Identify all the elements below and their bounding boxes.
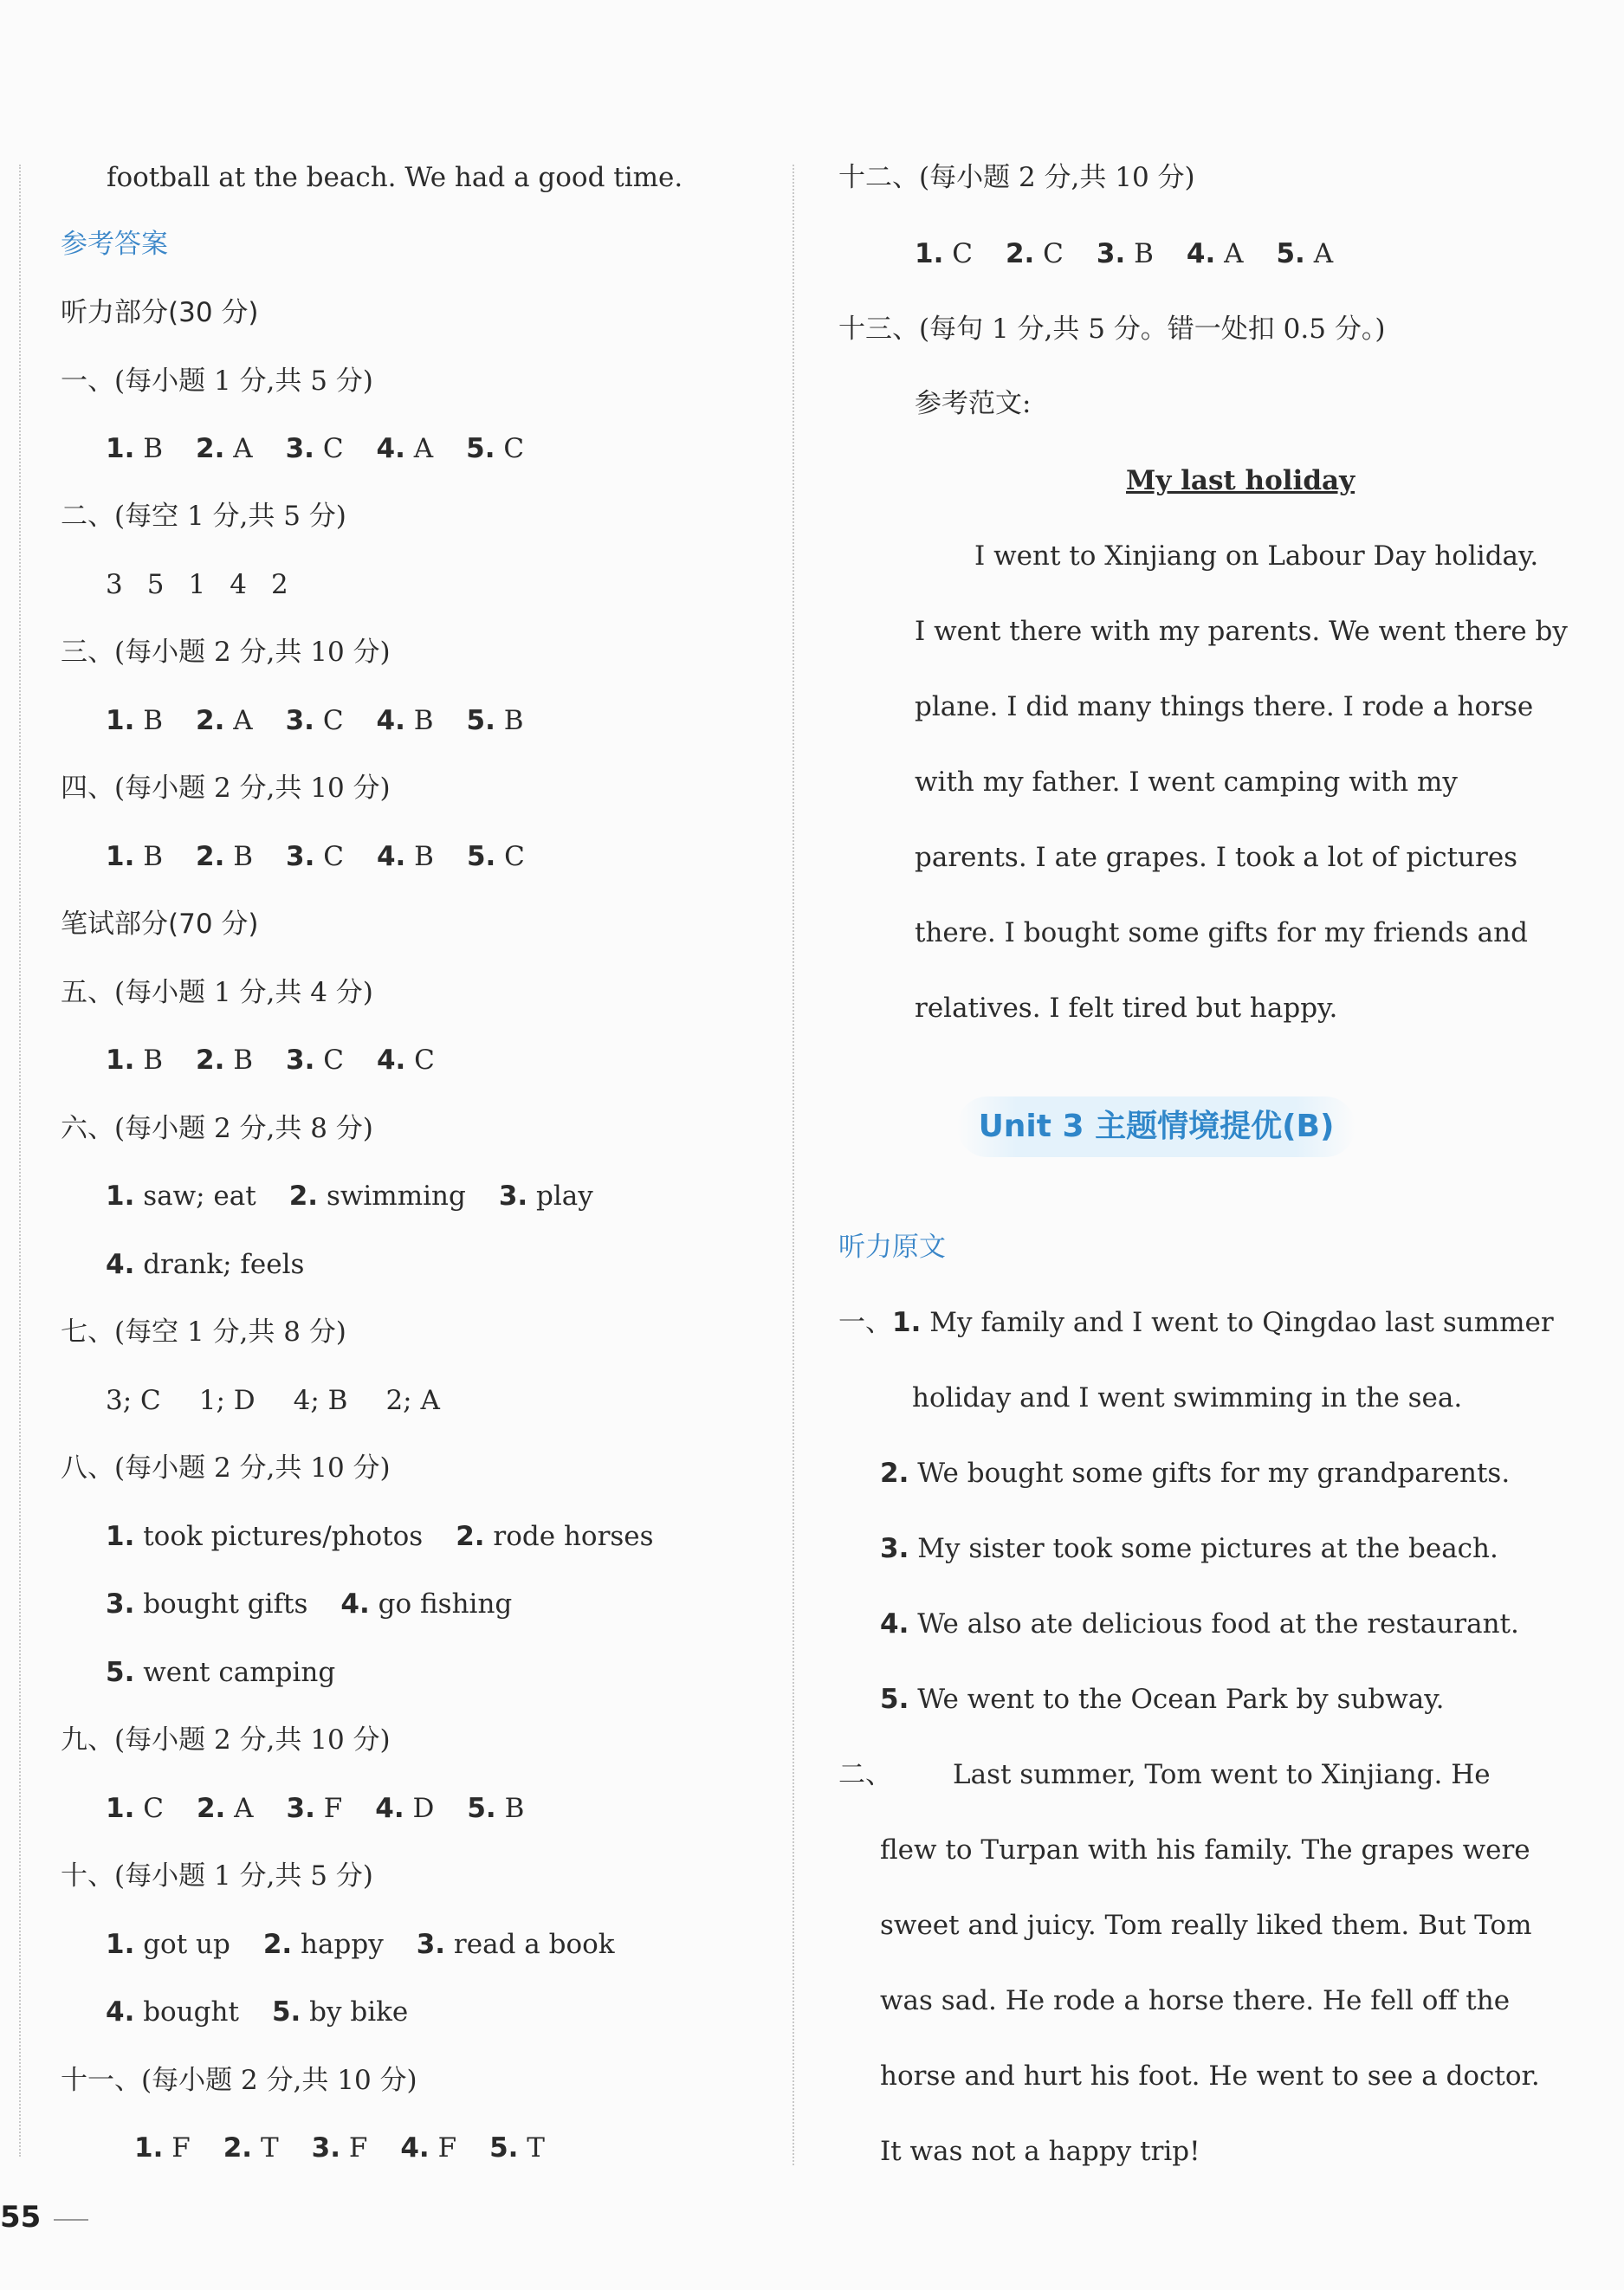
continuation-text: football at the beach. We had a good time.	[107, 162, 683, 193]
answer-text: B	[224, 841, 253, 872]
answer-text: C	[1034, 238, 1064, 269]
answer-text: B	[134, 705, 163, 736]
answer-item: 3	[106, 569, 123, 600]
answer-number: 4.	[400, 2132, 430, 2164]
answer-number: 5.	[466, 841, 496, 872]
answer-number: 1.	[106, 433, 135, 464]
section-2-answers	[106, 567, 313, 602]
transcript-2-prefix: 二、	[838, 1759, 892, 1790]
answer-number: 3.	[285, 433, 314, 464]
answer-number: 1.	[106, 1929, 135, 1960]
answer-number: 1.	[106, 1793, 135, 1824]
listening-part-title: 听力部分(30 分)	[61, 297, 259, 328]
answer-text: T	[518, 2132, 545, 2164]
answer-text: F	[429, 2132, 457, 2164]
answer-item	[196, 705, 253, 736]
answer-item	[196, 1045, 253, 1076]
answer-text: bought	[134, 1996, 239, 2028]
answer-item	[106, 1588, 307, 1620]
answer-text: play	[527, 1181, 593, 1212]
answer-text: A	[224, 433, 253, 464]
answer-item	[106, 1045, 163, 1076]
answer-item: 1	[188, 569, 206, 600]
answer-number: 3.	[285, 705, 314, 736]
answer-text: C	[314, 705, 344, 736]
answer-item	[467, 705, 524, 736]
answer-text: C	[134, 1793, 164, 1824]
answer-number: 1.	[106, 1045, 135, 1076]
answer-number: 2.	[196, 705, 225, 736]
answer-item	[197, 1793, 254, 1824]
answer-number: 2.	[196, 433, 225, 464]
answer-number: 2.	[262, 1929, 293, 1960]
column-divider	[793, 165, 794, 2165]
answer-text: A	[1304, 238, 1334, 269]
answer-number: 3.	[286, 1045, 315, 1076]
answer-text: A	[224, 705, 253, 736]
sample-essay-label: 参考范文:	[915, 388, 1032, 419]
essay-title: My last holiday	[1126, 465, 1355, 496]
answer-item: 4; B	[293, 1385, 348, 1416]
answer-item	[287, 1793, 343, 1824]
answer-number: 2.	[1005, 238, 1035, 269]
answer-item	[286, 705, 344, 736]
answer-number: 4.	[1186, 238, 1216, 269]
transcript-2-line-4: was sad. He rode a horse there. He fell off the	[880, 1985, 1511, 2016]
answer-item	[272, 1996, 408, 2028]
section-6-answers-line1	[106, 1179, 593, 1213]
answer-item	[106, 433, 163, 464]
answer-item	[377, 841, 434, 872]
section-10-title: 十、(每小题 1 分,共 5 分)	[61, 1860, 373, 1892]
answer-text: D	[404, 1793, 435, 1824]
transcript-text: We went to the Ocean Park by subway.	[917, 1684, 1445, 1715]
essay-line-6: there. I bought some gifts for my friends and	[915, 917, 1528, 948]
answer-item	[106, 1181, 256, 1212]
section-8-title: 八、(每小题 2 分,共 10 分)	[61, 1452, 391, 1484]
answer-text: C	[314, 1045, 344, 1076]
page-number-dash	[54, 2219, 88, 2221]
essay-line-5: parents. I ate grapes. I took a lot of pictures	[915, 842, 1518, 873]
answer-number: 2.	[288, 1181, 319, 1212]
essay-line-4: with my father. I went camping with my	[915, 767, 1458, 798]
answer-item	[466, 433, 524, 464]
answer-number: 3.	[498, 1181, 528, 1212]
answer-number: 5.	[1276, 238, 1305, 269]
answer-item	[1006, 238, 1064, 269]
answer-item	[106, 1657, 335, 1688]
answer-item	[1276, 238, 1333, 269]
answer-number: 3.	[416, 1929, 446, 1960]
answer-item: 3; C	[106, 1385, 161, 1416]
answer-number: 3.	[286, 841, 315, 872]
answer-item	[499, 1181, 593, 1212]
answer-item	[340, 1588, 512, 1620]
answer-number: 5.	[271, 1996, 301, 2028]
section-3-title: 三、(每小题 2 分,共 10 分)	[61, 637, 391, 668]
answer-item	[106, 1929, 230, 1960]
answer-text: C	[943, 238, 973, 269]
answer-item	[1187, 238, 1244, 269]
answer-item	[286, 841, 344, 872]
answer-text: C	[405, 1045, 435, 1076]
answer-number: 3.	[286, 1793, 315, 1824]
answers-heading: 参考答案	[61, 229, 168, 260]
transcript-2-line-5: horse and hurt his foot. He went to see a doctor.	[880, 2060, 1540, 2092]
answer-text: rode horses	[484, 1521, 654, 1552]
section-4-title: 四、(每小题 2 分,共 10 分)	[61, 773, 391, 804]
section-1-title: 一、(每小题 1 分,共 5 分)	[61, 365, 373, 397]
answer-number: 5.	[466, 433, 495, 464]
answer-item: 4	[230, 569, 247, 600]
section-9-answers	[106, 1791, 524, 1826]
answer-text: B	[495, 705, 524, 736]
essay-line-7: relatives. I felt tired but happy.	[915, 993, 1338, 1024]
answer-item	[286, 1045, 344, 1076]
transcript-item-number: 3.	[880, 1533, 909, 1564]
essay-line-3: plane. I did many things there. I rode a horse	[915, 691, 1534, 722]
answer-number: 3.	[106, 1588, 135, 1620]
answer-text: read a book	[445, 1929, 615, 1960]
section-7-answers	[106, 1383, 478, 1418]
page-number: 55	[0, 2200, 42, 2235]
answer-item	[456, 1521, 653, 1552]
answer-text: swimming	[318, 1181, 466, 1212]
section-1-answers	[106, 431, 524, 466]
answer-number: 2.	[196, 841, 225, 872]
transcript-item-number: 1.	[892, 1307, 922, 1338]
answer-item	[223, 2132, 279, 2164]
transcript-2-line-3: sweet and juicy. Tom really liked them. But Tom	[880, 1910, 1532, 1941]
answer-text: got up	[134, 1929, 230, 1960]
answer-number: 1.	[915, 238, 944, 269]
answer-number: 1.	[106, 705, 135, 736]
transcript-text: We also ate delicious food at the restaurant.	[917, 1608, 1519, 1640]
answer-text: C	[495, 433, 525, 464]
answer-item	[196, 841, 253, 872]
section-8-answers-line2	[106, 1587, 512, 1621]
answer-number: 4.	[340, 1588, 370, 1620]
answer-text: F	[340, 2132, 368, 2164]
answer-text: B	[134, 1045, 163, 1076]
answer-item: 2	[270, 569, 288, 600]
transcript-1-item-1-line-2: holiday and I went swimming in the sea.	[912, 1382, 1463, 1413]
answer-text: went camping	[134, 1657, 336, 1688]
answer-item	[312, 2132, 368, 2164]
answer-text: happy	[292, 1929, 384, 1960]
section-8-answers-line1	[106, 1519, 654, 1554]
answer-number: 5.	[466, 705, 495, 736]
answer-number: 1.	[106, 841, 135, 872]
transcript-1-item-3	[880, 1531, 1498, 1566]
answer-number: 2.	[196, 1793, 226, 1824]
section-11-title: 十一、(每小题 2 分,共 10 分)	[61, 2065, 417, 2096]
answer-item: 5	[146, 569, 165, 600]
answer-number: 5.	[106, 1657, 135, 1688]
answer-item	[915, 238, 973, 269]
answer-number: 3.	[1096, 238, 1126, 269]
answer-number: 5.	[467, 1793, 496, 1824]
section-12-answers	[915, 236, 1333, 271]
transcript-1-item-5	[880, 1682, 1445, 1717]
transcript-heading: 听力原文	[838, 1232, 946, 1263]
section-5-title: 五、(每小题 1 分,共 4 分)	[61, 977, 373, 1008]
section-9-title: 九、(每小题 2 分,共 10 分)	[61, 1724, 391, 1756]
answer-text: A	[225, 1793, 254, 1824]
answer-item	[263, 1929, 384, 1960]
section-3-answers	[106, 703, 524, 738]
section-13-title: 十三、(每句 1 分,共 5 分。错一处扣 0.5 分。)	[838, 314, 1386, 345]
answer-text: drank; feels	[134, 1249, 305, 1280]
answer-text: B	[405, 841, 434, 872]
section-2-title: 二、(每空 1 分,共 5 分)	[61, 501, 346, 532]
answer-item	[289, 1181, 466, 1212]
answer-number: 4.	[106, 1996, 135, 2028]
answer-item	[286, 433, 344, 464]
writing-part-title: 笔试部分(70 分)	[61, 909, 259, 940]
answer-number: 4.	[376, 705, 405, 736]
transcript-2-line-2: flew to Turpan with his family. The grapes were	[880, 1834, 1530, 1866]
section-5-answers	[106, 1043, 435, 1077]
answer-text: B	[224, 1045, 253, 1076]
answer-text: B	[134, 841, 163, 872]
answer-item	[467, 841, 525, 872]
answer-text: C	[495, 841, 525, 872]
answer-item	[106, 1521, 423, 1552]
answer-item	[106, 1793, 164, 1824]
answer-item	[400, 2132, 456, 2164]
answer-number: 4.	[375, 1793, 404, 1824]
answer-number: 1.	[134, 2132, 164, 2164]
answer-number: 1.	[106, 1181, 135, 1212]
answer-item	[377, 433, 434, 464]
answer-number: 3.	[311, 2132, 340, 2164]
transcript-1-item-4	[880, 1607, 1519, 1641]
transcript-text: We bought some gifts for my grandparents.	[917, 1458, 1511, 1489]
section-8-answers-line3	[106, 1655, 335, 1690]
answer-number: 2.	[196, 1045, 225, 1076]
answer-number: 4.	[376, 433, 405, 464]
transcript-text: My family and I went to Qingdao last summer	[929, 1307, 1554, 1338]
transcript-1-item-2	[880, 1456, 1510, 1491]
section-6-title: 六、(每小题 2 分,共 8 分)	[61, 1113, 373, 1144]
section-7-title: 七、(每空 1 分,共 8 分)	[61, 1316, 346, 1348]
answer-text: A	[404, 433, 434, 464]
answer-text: A	[1215, 238, 1244, 269]
answer-item	[377, 1045, 435, 1076]
answer-text: C	[314, 433, 344, 464]
section-6-answers-line2	[106, 1247, 304, 1282]
answer-item	[377, 705, 434, 736]
answer-item	[1097, 238, 1154, 269]
answer-item	[134, 2132, 191, 2164]
answer-item	[467, 1793, 524, 1824]
answer-text: T	[252, 2132, 279, 2164]
answer-number: 4.	[376, 1045, 406, 1076]
section-4-answers	[106, 839, 525, 874]
transcript-item-number: 4.	[880, 1608, 909, 1640]
answer-item	[106, 705, 163, 736]
answer-text: C	[314, 841, 344, 872]
answer-item	[489, 2132, 545, 2164]
transcript-2-line-1: Last summer, Tom went to Xinjiang. He	[953, 1759, 1491, 1790]
answer-text: F	[314, 1793, 343, 1824]
section-12-title: 十二、(每小题 2 分,共 10 分)	[838, 162, 1195, 193]
answer-item	[417, 1929, 615, 1960]
answer-text: go fishing	[369, 1588, 513, 1620]
answer-item	[106, 1249, 304, 1280]
answer-number: 5.	[489, 2132, 519, 2164]
answer-item	[196, 433, 253, 464]
answer-number: 4.	[106, 1249, 135, 1280]
left-margin-rule	[19, 165, 21, 2157]
essay-line-1: I went to Xinjiang on Labour Day holiday.	[974, 540, 1539, 572]
answer-text: F	[163, 2132, 191, 2164]
answer-item: 2; A	[385, 1385, 440, 1416]
answer-text: saw; eat	[134, 1181, 256, 1212]
transcript-item-number: 2.	[880, 1458, 909, 1489]
answer-number: 1.	[106, 1521, 135, 1552]
answer-text: bought gifts	[134, 1588, 308, 1620]
answer-text: took pictures/photos	[134, 1521, 424, 1552]
section-10-answers-line2	[106, 1995, 408, 2029]
answer-number: 4.	[376, 841, 406, 872]
transcript-item-number: 5.	[880, 1684, 909, 1715]
unit-heading: Unit 3 主题情境提优(B)	[957, 1096, 1355, 1157]
transcript-2-line-6: It was not a happy trip!	[880, 2136, 1200, 2167]
section-11-answers	[134, 2131, 545, 2165]
transcript-1-item-1-line-1	[838, 1305, 1554, 1340]
section-10-answers-line1	[106, 1927, 615, 1962]
answer-text: B	[1125, 238, 1154, 269]
answer-number: 2.	[223, 2132, 253, 2164]
transcript-1-prefix: 一、	[838, 1307, 892, 1338]
essay-line-2: I went there with my parents. We went there by	[915, 616, 1568, 647]
answer-text: B	[495, 1793, 525, 1824]
answer-item: 1; D	[198, 1385, 256, 1416]
answer-text: B	[134, 433, 163, 464]
answer-item	[106, 841, 163, 872]
answer-number: 2.	[456, 1521, 485, 1552]
answer-item	[375, 1793, 434, 1824]
answer-text: by bike	[301, 1996, 409, 2028]
answer-item	[106, 1996, 239, 2028]
answer-text: B	[404, 705, 434, 736]
transcript-text: My sister took some pictures at the beach.	[917, 1533, 1498, 1564]
